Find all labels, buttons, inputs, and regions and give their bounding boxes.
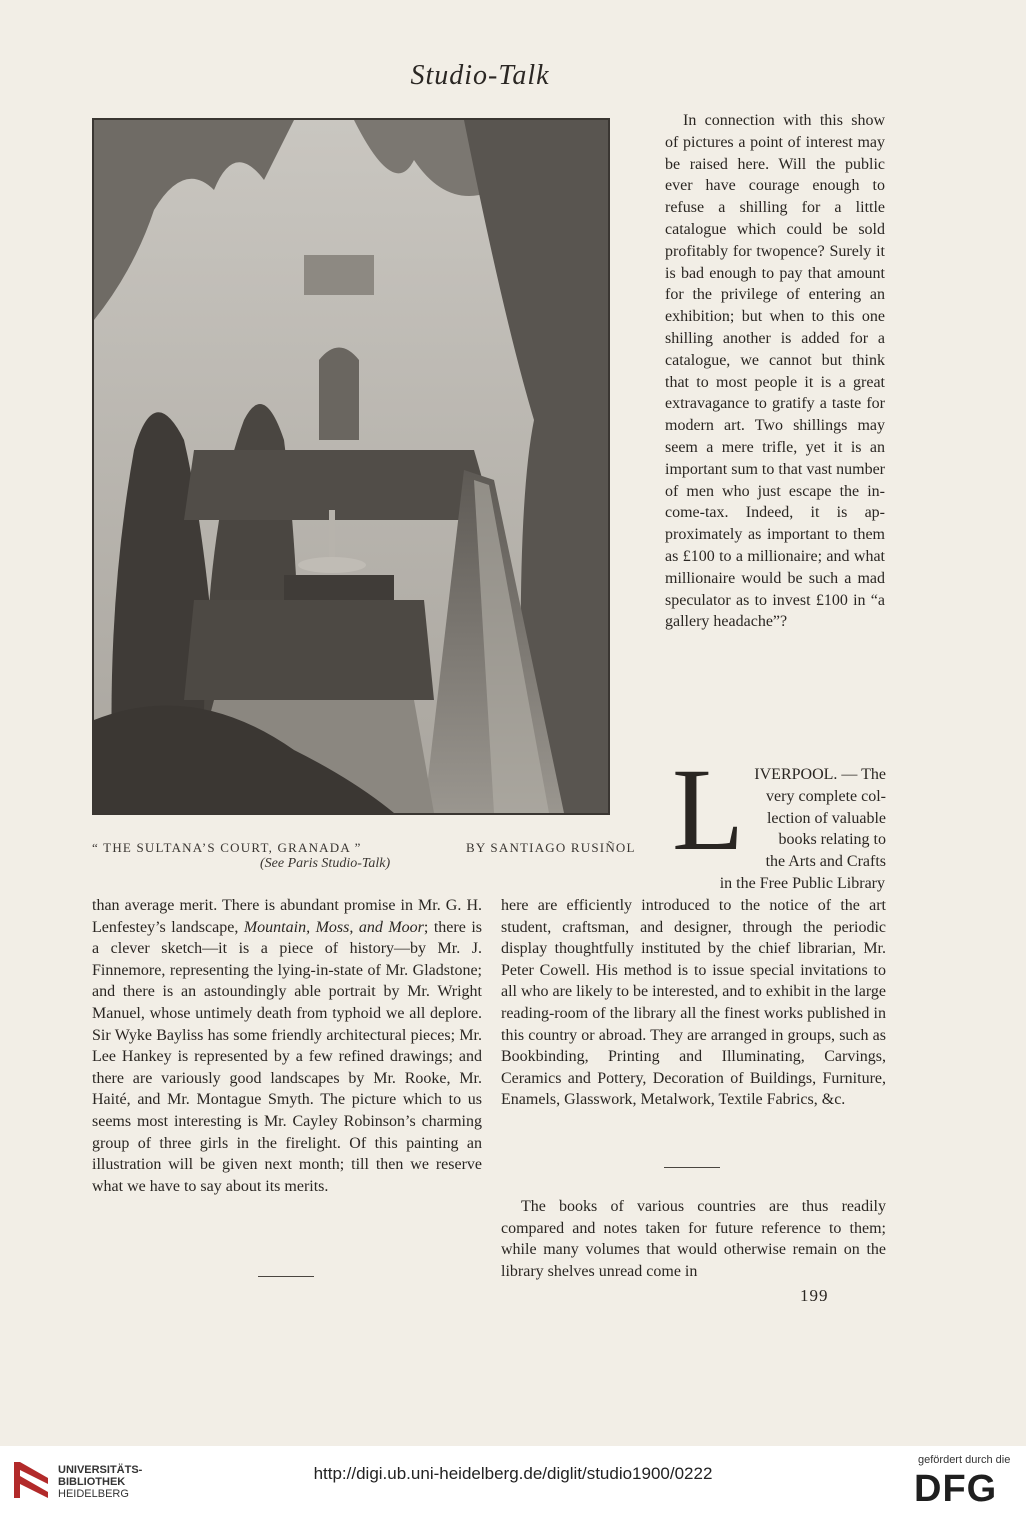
source-url-link[interactable]: http://digi.ub.uni-heidelberg.de/diglit/studio1900/0222 — [313, 1464, 713, 1483]
garden-painting — [94, 120, 608, 813]
exhibition-paragraph — [92, 895, 482, 1197]
liverpool-line: books relating to — [778, 831, 886, 849]
library-name-line: UNIVERSITÄTS- — [58, 1464, 143, 1476]
sponsor-label: gefördert durch die — [918, 1454, 1011, 1466]
books-paragraph: The books of various countries are thus readily compared and notes taken for future reference to them; while many volumes that would otherwise remain on the library shelves unread come in — [501, 1198, 886, 1280]
page-number: 199 — [800, 1286, 829, 1305]
liverpool-line: very complete col- — [766, 787, 886, 805]
liverpool-paragraph: here are efficiently introduced to the notice of the art student, craftsman, and designer, through the periodic display thoughtfully instituted by the chief librarian, Mr. Peter Cowell. His method is to issue special invitations to all who are likely to be interested, and to exhibit in the large reading-room of the library all the finest works published in this country or abroad. They are arranged in groups, such as Bookbinding, Printing and Illuminating, Carvings, Ceramics and Pottery, Decoration of Buildings, Furniture, Enamels, Glasswork, Metalwork, Textile Fabrics, &c. — [501, 897, 886, 1109]
figure-caption-title: “ THE SULTANA’S COURT, GRANADA ” — [92, 840, 362, 855]
figure-caption-reference: (See Paris Studio-Talk) — [260, 856, 391, 871]
liverpool-line: in the Free Public Library — [719, 875, 885, 892]
liverpool-line: lection of valuable — [766, 809, 886, 827]
artwork-title: Mountain, Moss, and Moor — [243, 918, 424, 936]
section-rule — [258, 1276, 314, 1277]
illustration-sultanas-court — [92, 118, 610, 815]
running-title: Studio-Talk — [410, 60, 550, 91]
digitization-footer — [0, 1446, 1026, 1518]
paragraph-text: ; there is a clever sketch—it is a piece of history—by Mr. J. Finnemore, representing the lying-in-state of Mr. Gladstone; and there is an astoundingly able portrait by Mr. Wright Manuel, whose untimely death from typhoid we all deplore. Sir Wyke Bayliss has some friendly architectural pieces; Mr. Lee Hankey is represented by a few refined drawings; and there are variously good landscapes by Mr. Rooke, Mr. Haité, and Mr. Montague Smyth. The picture which to us seems most interesting is Mr. Cayley Robinson’s charming group of three girls in the firelight. Of this painting an illustration will be given next month; till then we reserve what we have to say about its merits. — [92, 918, 483, 1195]
library-name-line: HEIDELBERG — [58, 1488, 129, 1500]
section-rule — [664, 1167, 720, 1168]
figure-caption-artist: BY SANTIAGO RUSIÑOL — [466, 840, 636, 855]
liverpool-line: the Arts and Crafts — [765, 853, 886, 871]
catalogue-paragraph: In connection with this show of pictures a point of interest may be raised here. Will the public ever have courage enough to refuse a shilling for a little catalogue which could be sold profitably for twopence? Surely it is bad enough to pay that amount for the privilege of entering an exhibition; but when to this one shilling another is added for a catalogue, we cannot but think that to most people it is a great extravagance to gratify a taste for modern art. Two shillings may seem a mere trifle, yet it is an important sum to that vast number of men who just escape the income-tax. Indeed, it is approximately as important to them as £100 to a millionaire; and what millionaire would be such a mad speculator as to invest £100 in “a gallery headache”? — [665, 112, 885, 631]
dfg-logo: DFG — [914, 1468, 998, 1510]
liverpool-line: IVERPOOL. — The — [754, 766, 886, 783]
paragraph-text: than average merit. There is abundant promise in Mr. G. H. Lenfestey’s landscape, — [92, 897, 482, 936]
liverpool-opening — [746, 764, 886, 873]
library-name-line: BIBLIOTHEK — [58, 1476, 126, 1488]
drop-cap: L — [672, 744, 745, 875]
